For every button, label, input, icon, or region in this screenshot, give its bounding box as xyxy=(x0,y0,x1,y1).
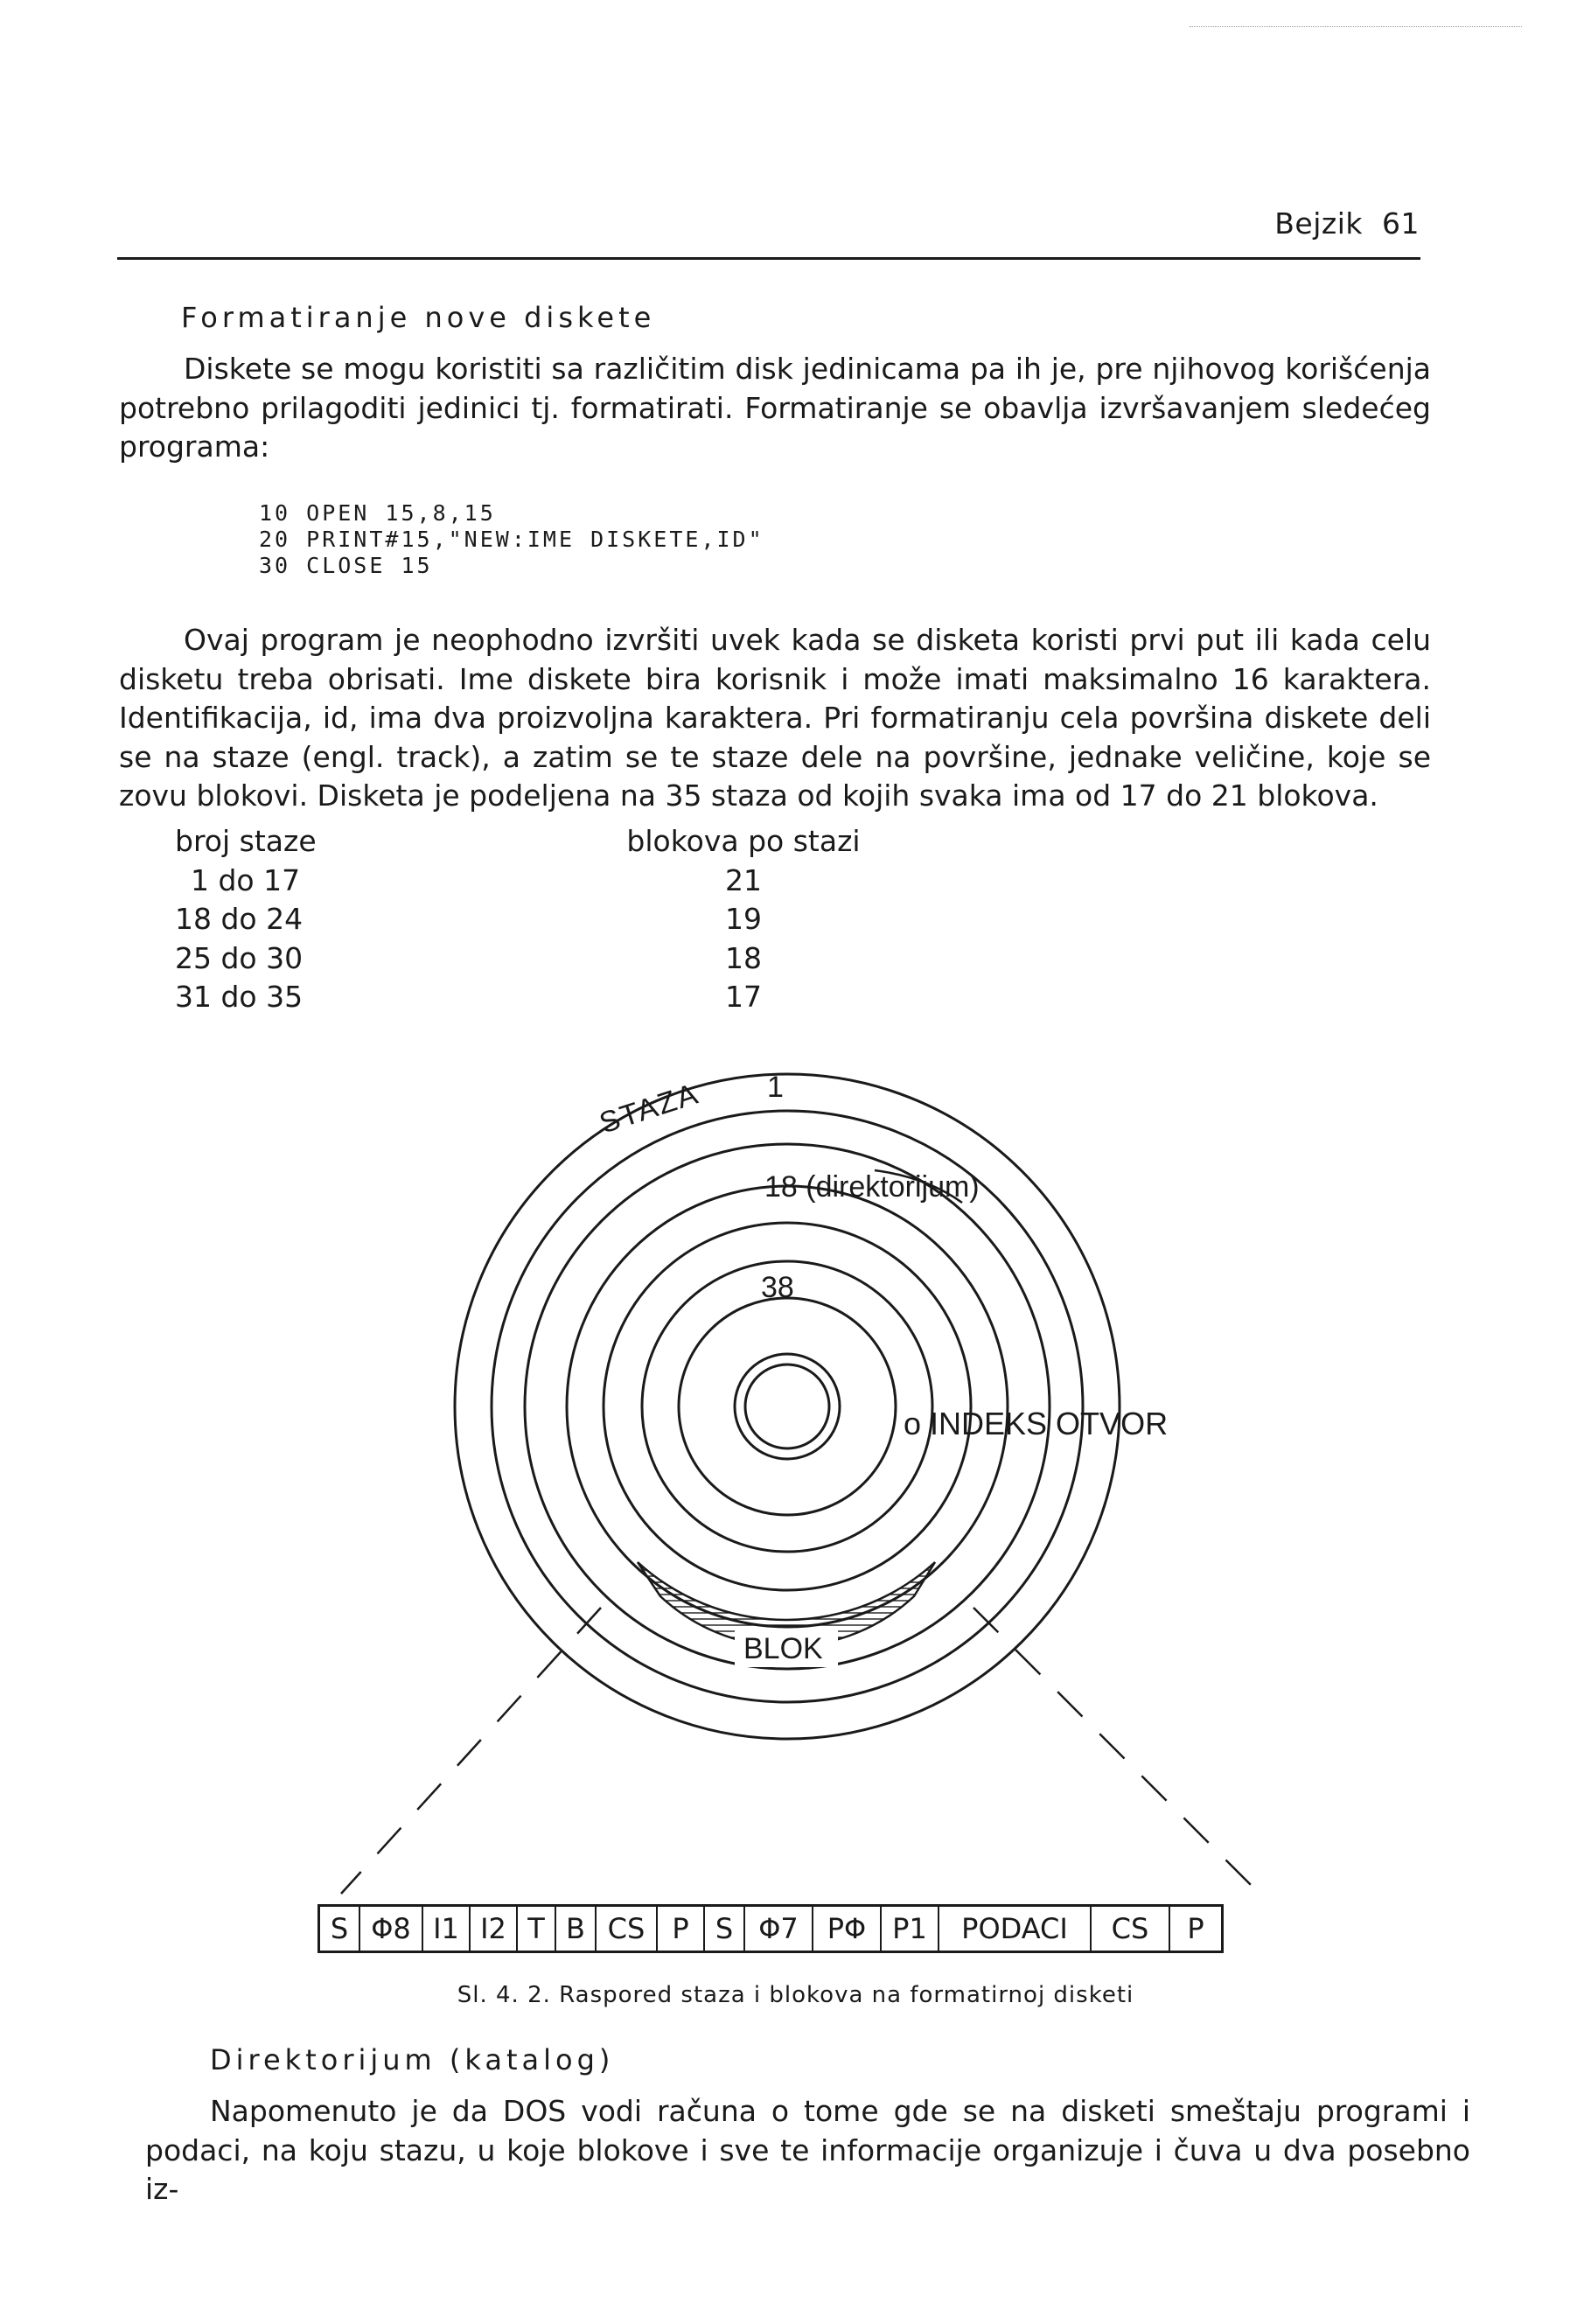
block-cell: B xyxy=(556,1907,597,1951)
block-cell: T xyxy=(518,1907,556,1951)
label-track-38: 38 xyxy=(761,1271,794,1304)
table-cell: 17 xyxy=(725,980,762,1014)
code-line: 30 CLOSE 15 xyxy=(259,553,433,578)
table-cell: 19 xyxy=(725,902,762,936)
table-cell: 31 do 35 xyxy=(175,980,304,1014)
figure-caption: Sl. 4. 2. Raspored staza i blokova na formatirnoj disketi xyxy=(457,1982,1134,2008)
block-cell: S xyxy=(705,1907,745,1951)
column-header: broj staze xyxy=(175,824,317,858)
paragraph-body: Ovaj program je neophodno izvršiti uvek kada se disketa koristi prvi put ili kada celu disketu treba obrisati. Ime diskete bira korisnik i može imati maksimalno 16 karaktera. Identifikacija, id, ima dva proizvoljna karaktera. Pri formatiranju cela površina diskete deli se na staze (engl. track), a zatim se te staze dele na površine, jednake veličine, koje se zovu blokovi. Disketa je podeljena na 35 staza od kojih svaka ima od 17 do 21 blokova. xyxy=(119,623,1431,813)
block-cell: CS xyxy=(597,1907,658,1951)
track-ring-38 xyxy=(642,1261,932,1552)
block-cell: P xyxy=(658,1907,705,1951)
page-number: 61 xyxy=(1382,206,1420,241)
table-cell: 25 do 30 xyxy=(175,940,304,975)
paragraph-directory: Napomenuto je da DOS vodi računa o tome gde se na disketi smeštaju programi i podaci, na koju stazu, u koje blokove i sve te informacije organizuje i čuva u dva posebno iz- xyxy=(145,2094,1470,2206)
block-cell: I2 xyxy=(471,1907,518,1951)
center-hole xyxy=(735,1354,840,1459)
table-cell: 18 do 24 xyxy=(175,902,304,936)
label-track-1: 1 xyxy=(767,1071,784,1104)
label-staza: STAZA xyxy=(595,1077,703,1141)
block-cell: Φ7 xyxy=(745,1907,813,1951)
column-header: blokova po stazi xyxy=(626,824,861,858)
section-title-directory: Direktorijum (katalog) xyxy=(210,2043,615,2076)
running-title: Bejzik xyxy=(1274,206,1363,241)
table-cell: 21 xyxy=(725,862,762,897)
label-blok: BLOK xyxy=(743,1632,823,1665)
center-hole-inner xyxy=(745,1364,829,1448)
code-line: 20 PRINT#15,"NEW:IME DISKETE,ID" xyxy=(259,527,764,552)
block-cell: P xyxy=(1187,1912,1204,1945)
paragraph-intro: Diskete se mogu koristiti sa različitim disk jedinicama pa ih je, pre njihovog korišćenja potrebno prilagoditi jedinici tj. formatirati. Formatiranje se obavlja izvršavanjem sledećeg programa: xyxy=(119,352,1431,464)
block-cell: S xyxy=(320,1907,360,1951)
table-cell: 18 xyxy=(725,940,762,975)
table-cell: 1 do 17 xyxy=(191,862,301,897)
block-cell: PΦ xyxy=(813,1907,882,1951)
block-cell: PODACI xyxy=(939,1907,1092,1951)
code-line: 10 OPEN 15,8,15 xyxy=(259,500,496,526)
block-structure-row xyxy=(318,1904,1224,1953)
block-cell: I1 xyxy=(423,1907,471,1951)
block-cell: P1 xyxy=(882,1907,939,1951)
label-index-hole: o INDEKS OTVOR xyxy=(904,1406,1169,1441)
expansion-line-right xyxy=(973,1608,1260,1894)
label-track-18: 18 (direktorijum) xyxy=(764,1170,980,1204)
section-title-formatting: Formatiranje nove diskete xyxy=(181,301,656,334)
block-cell: Φ8 xyxy=(360,1907,423,1951)
track-ring xyxy=(679,1298,896,1515)
block-cell: CS xyxy=(1092,1907,1170,1951)
